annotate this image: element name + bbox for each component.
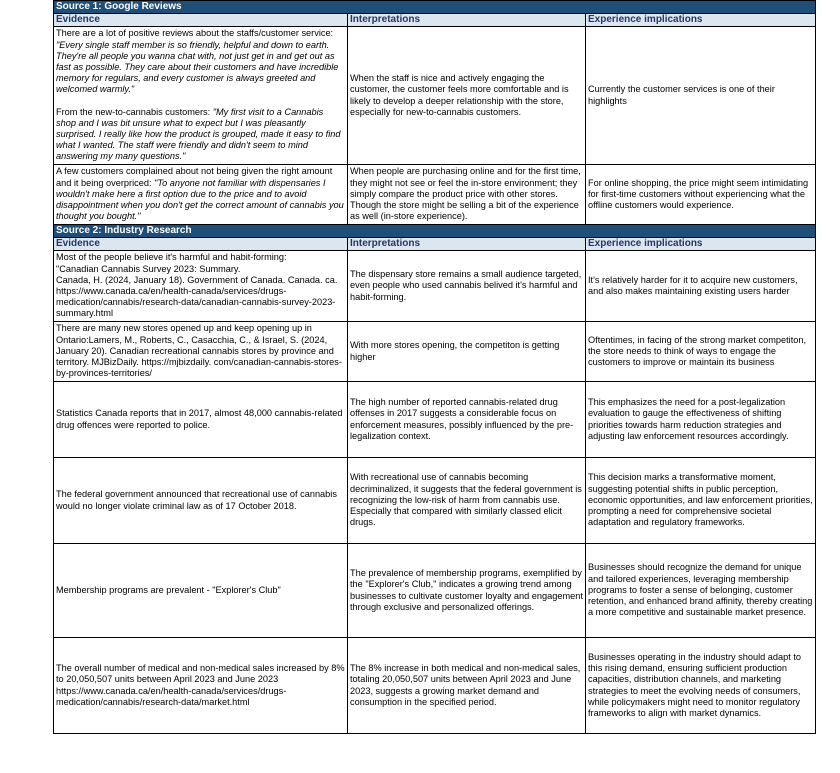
implication-cell[interactable]: This emphasizes the need for a post-legalization evaluation to gauge the effectiveness of shifting priorities towards harm reduction strategies and adjusting law enforcement resources accordingly. xyxy=(586,382,816,458)
evidence-cell[interactable] xyxy=(54,251,348,322)
table-row xyxy=(54,165,816,225)
evidence-quote: "Every single staff member is so friendly, helpful and down to earth. They're all people you wanna chat with, not just get in and get out as fast as possible. They care about their customers and have incredible memory for regulars, and every customer is always greeted and welcomed warmly." xyxy=(56,39,339,95)
evidence-cell[interactable]: The overall number of medical and non-medical sales increased by 8% to 20,050,507 units between April 2023 and June 2023 https://www.canada.ca/en/health-canada/services/drugs-medication/cannabis/research-data/market.html xyxy=(54,638,348,734)
column-header-row xyxy=(54,238,816,251)
evidence-line: "Canadian Cannabis Survey 2023: Summary. xyxy=(56,263,241,274)
section-title[interactable]: Source 2: Industry Research xyxy=(54,225,816,238)
evidence-line: Most of the people believe it's harmful and habit-forming: xyxy=(56,252,287,263)
evidence-cell[interactable]: Membership programs are prevalent - "Explorer's Club" xyxy=(54,544,348,638)
evidence-intro: From the new-to-cannabis customers: xyxy=(56,106,213,117)
section-header-source-2 xyxy=(54,225,816,238)
evidence-quote: "To anyone not familiar with dispensaries I wouldn't make here a first option due to the price and to avoid disappointment when you don't get the correct amount of cannabis you thought you bought." xyxy=(56,177,344,222)
evidence-cell[interactable] xyxy=(54,165,348,225)
table-row xyxy=(54,382,816,458)
evidence-intro: A few customers complained about not being given the right amount and it being overpriced: xyxy=(56,166,333,188)
interpretation-cell[interactable]: With more stores opening, the competiton is getting higher xyxy=(348,322,586,382)
evidence-cell[interactable] xyxy=(54,27,348,165)
table-row xyxy=(54,251,816,322)
evidence-cell[interactable]: Statistics Canada reports that in 2017, almost 48,000 cannabis-related drug offences were reported to police. xyxy=(54,382,348,458)
section-title[interactable]: Source 1: Google Reviews xyxy=(54,1,816,14)
column-header-evidence[interactable]: Evidence xyxy=(54,14,348,27)
column-header-implications[interactable]: Experience implications xyxy=(586,238,816,251)
interpretation-cell[interactable]: When people are purchasing online and for the first time, they might not see or feel the in-store environment; they simply compare the product price with other stores. Though the store might be selling a bit of the experience as well (in-store experience). xyxy=(348,165,586,225)
implication-cell[interactable]: It's relatively harder for it to acquire new customers, and also makes maintaining existing users harder xyxy=(586,251,816,322)
table-row xyxy=(54,544,816,638)
implication-cell[interactable]: Businesses operating in the industry should adapt to this rising demand, ensuring sufficient production capacities, distribution channels, and marketing strategies to meet the evolving needs of consumers, while policymakers might need to monitor regulatory frameworks to align with market dynamics. xyxy=(586,638,816,734)
research-table-sheet xyxy=(53,0,815,734)
implication-cell[interactable]: Businesses should recognize the demand for unique and tailored experiences, leveraging membership programs to foster a sense of belonging, customer retention, and enhanced brand affinity, thereby creating a more competitive and sustainable market presence. xyxy=(586,544,816,638)
table-row xyxy=(54,322,816,382)
column-header-interpretations[interactable]: Interpretations xyxy=(348,238,586,251)
interpretation-cell[interactable]: The prevalence of membership programs, exemplified by the "Explorer's Club," indicates a growing trend among businesses to cultivate customer loyalty and engagement through exclusive and personalized offerings. xyxy=(348,544,586,638)
implication-cell[interactable]: This decision marks a transformative moment, suggesting potential shifts in public perception, economic opportunities, and law enforcement priorities, prompting a need for comprehensive societal adaptation and regulatory frameworks. xyxy=(586,458,816,544)
table-row xyxy=(54,27,816,165)
section-header-source-1 xyxy=(54,1,816,14)
interpretation-cell[interactable]: The 8% increase in both medical and non-medical sales, totaling 20,050,507 units between April 2023 and June 2023, suggests a growing market demand and consumption in the specified period. xyxy=(348,638,586,734)
column-header-evidence[interactable]: Evidence xyxy=(54,238,348,251)
interpretation-cell[interactable]: When the staff is nice and actively engaging the customer, the customer feels more comfortable and is likely to develop a deeper relationship with the store, especially for new-to-cannabis customers. xyxy=(348,27,586,165)
table-row xyxy=(54,458,816,544)
implication-cell[interactable]: Currently the customer services is one of their highlights xyxy=(586,27,816,165)
evidence-cell[interactable]: There are many new stores opened up and keep opening up in Ontario:Lamers, M., Roberts, C., Casacchia, C., & Israel, S. (2024, January 20). Canadian recreational cannabis stores by province and territory. MJBizDaily. https://mjbizdaily. com/canadian-cannabis-stores-by-provinces-territories/ xyxy=(54,322,348,382)
column-header-row xyxy=(54,14,816,27)
research-table xyxy=(53,0,816,734)
evidence-line: Canada, H. (2024, January 18). Government of Canada. Canada. ca. https://www.canada.ca/en/health-canada/services/drugs-medication/cannabis/research-data/canadian-cannabis-survey-2023-summary.html xyxy=(56,274,338,319)
table-row xyxy=(54,638,816,734)
implication-cell[interactable]: Oftentimes, in facing of the strong market competiton, the store needs to think of ways to engage the customers to improve or maintain its business xyxy=(586,322,816,382)
column-header-implications[interactable]: Experience implications xyxy=(586,14,816,27)
interpretation-cell[interactable]: The dispensary store remains a small audience targeted, even people who used cannabis belived it's harmful and habit-forming. xyxy=(348,251,586,322)
column-header-interpretations[interactable]: Interpretations xyxy=(348,14,586,27)
implication-cell[interactable]: For online shopping, the price might seem intimidating for first-time customers without experiencing what the offline customers would experience. xyxy=(586,165,816,225)
evidence-intro: There are a lot of positive reviews about the staffs/customer service: xyxy=(56,28,334,39)
evidence-quote: "My first visit to a Cannabis shop and I was bit unsure what to expect but I was pleasantly surprised. I really like how the product is grouped, made it easy to find what I wanted. The staff were friendly and didn't seem to mind answering my many questions." xyxy=(56,106,341,162)
interpretation-cell[interactable]: With recreational use of cannabis becoming decriminalized, it suggests that the federal government is recognizing the low-risk of harm from cannabis use. Especially that compared with similarly classed elicit drugs. xyxy=(348,458,586,544)
interpretation-cell[interactable]: The high number of reported cannabis-related drug offenses in 2017 suggests a considerable focus on enforcement measures, possibly influenced by the pre-legalization context. xyxy=(348,382,586,458)
evidence-cell[interactable]: The federal government announced that recreational use of cannabis would no longer violate criminal law as of 17 October 2018. xyxy=(54,458,348,544)
